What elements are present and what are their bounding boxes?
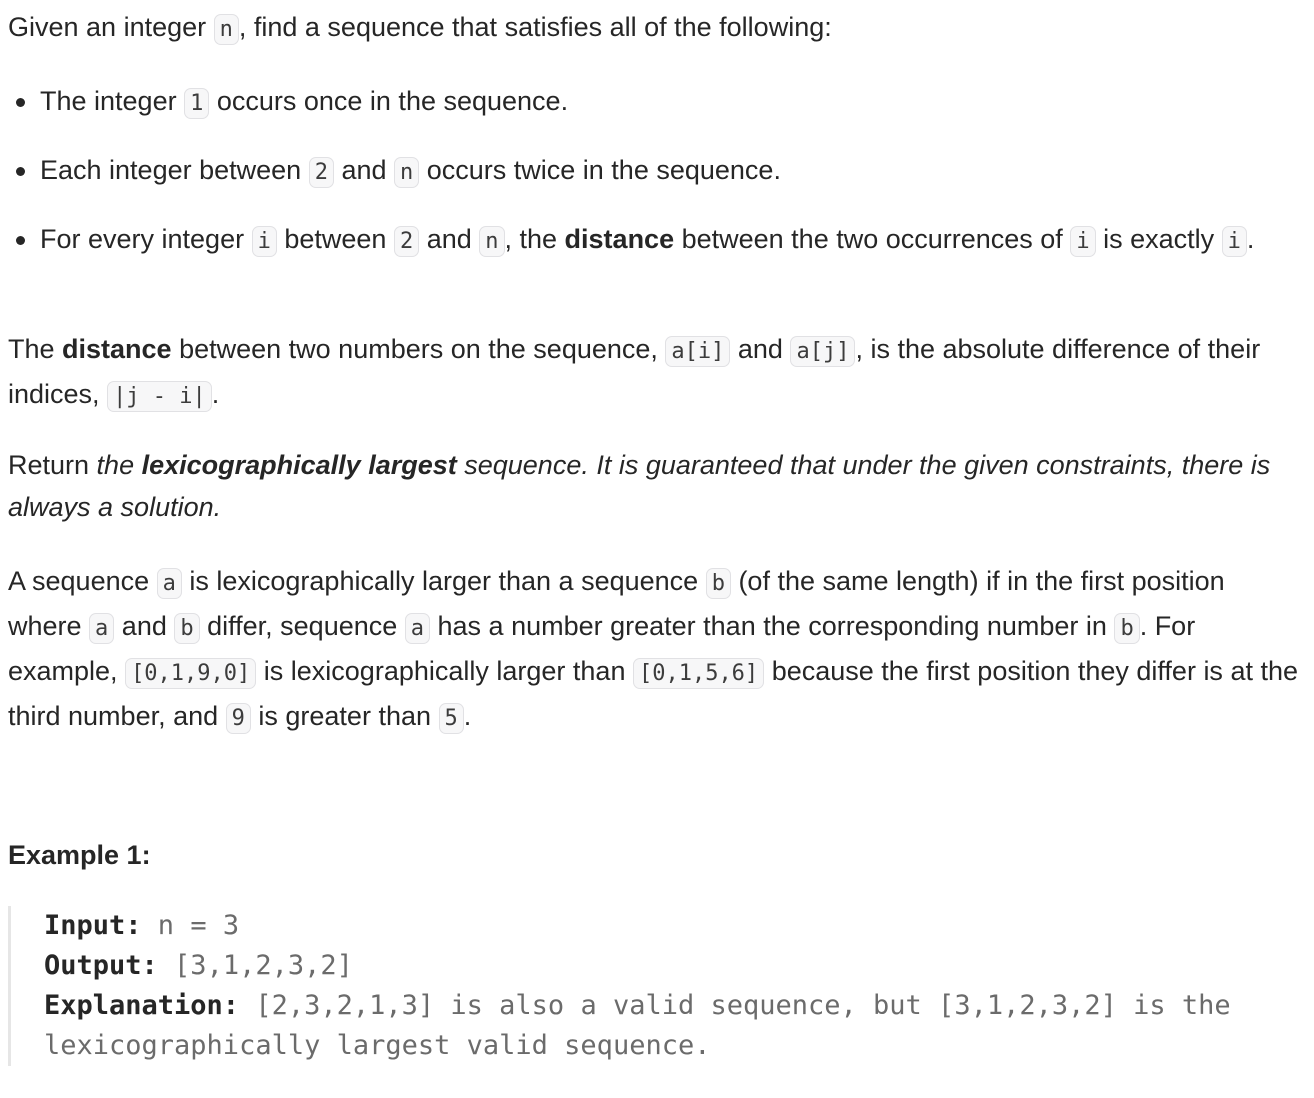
intro-paragraph xyxy=(8,6,832,51)
rules-list xyxy=(8,80,1298,287)
inline-code: i xyxy=(1222,226,1247,257)
inline-code: 2 xyxy=(309,157,334,188)
return-statement xyxy=(8,444,1304,528)
inline-code: b xyxy=(1114,613,1139,644)
rule-text: between xyxy=(276,224,394,254)
rule-text: is exactly xyxy=(1095,224,1222,254)
input-label: Input: xyxy=(44,910,142,941)
inline-code: a xyxy=(405,613,430,644)
paragraph-text: , is the absolute difference of their indices, xyxy=(8,334,1261,409)
inline-code: i xyxy=(252,226,277,257)
bold-italic-term: lexicographically largest xyxy=(141,450,457,480)
example-title: Example 1: xyxy=(8,840,151,870)
inline-code: n xyxy=(394,157,419,188)
paragraph-text: differ, sequence xyxy=(199,611,405,641)
inline-code: 5 xyxy=(439,703,464,734)
rule-text: , the xyxy=(504,224,565,254)
example-input-line xyxy=(44,906,1304,946)
paragraph-text: The xyxy=(8,334,63,364)
inline-code: 9 xyxy=(226,703,251,734)
paragraph-text: has a number greater than the corresponding number in xyxy=(430,611,1115,641)
paragraph-text: is lexicographically larger than a sequence xyxy=(181,566,706,596)
inline-code-n: n xyxy=(214,14,239,45)
rule-text: occurs twice in the sequence. xyxy=(419,155,781,185)
inline-code: [0,1,5,6] xyxy=(633,658,764,689)
inline-code: 1 xyxy=(184,88,209,119)
rule-item xyxy=(8,149,1298,194)
inline-code: a[i] xyxy=(665,336,730,367)
paragraph-text: . xyxy=(211,379,220,409)
rule-text: . xyxy=(1246,224,1255,254)
rule-item xyxy=(8,218,1298,263)
example-explanation-line xyxy=(44,986,1304,1066)
paragraph-text: . For example, xyxy=(8,611,1196,686)
example-output-line xyxy=(44,946,1304,986)
rule-text: For every integer xyxy=(40,224,252,254)
rule-text: occurs once in the sequence. xyxy=(209,86,569,116)
inline-code: a xyxy=(89,613,114,644)
rule-text: Each integer between xyxy=(40,155,309,185)
paragraph-text: because the first position they differ is at the third number, and xyxy=(8,656,1298,731)
distance-definition xyxy=(8,328,1304,418)
rule-text: The integer xyxy=(40,86,185,116)
paragraph-text: is greater than xyxy=(250,701,439,731)
inline-code: |j - i| xyxy=(107,381,212,412)
paragraph-text: between two numbers on the sequence, xyxy=(171,334,666,364)
bold-term: distance xyxy=(564,224,675,254)
paragraph-text: (of the same length) if in the first position where xyxy=(8,566,1225,641)
inline-code: b xyxy=(706,568,731,599)
paragraph-text: and xyxy=(114,611,175,641)
explanation-value: [2,3,2,1,3] is also a valid sequence, but [3,1,2,3,2] is the lexicographically largest valid sequence. xyxy=(44,990,1247,1061)
output-value: [3,1,2,3,2] xyxy=(157,950,353,981)
rule-text: and xyxy=(419,224,480,254)
rule-text: between the two occurrences of xyxy=(674,224,1071,254)
paragraph-text: is lexicographically larger than xyxy=(256,656,633,686)
inline-code: n xyxy=(479,226,504,257)
rule-text: and xyxy=(333,155,394,185)
inline-code: a xyxy=(157,568,182,599)
input-value: n = 3 xyxy=(141,910,240,941)
intro-text: Given an integer xyxy=(8,12,214,42)
bold-term: distance xyxy=(62,334,172,364)
inline-code: a[j] xyxy=(790,336,855,367)
lexicographic-definition xyxy=(8,560,1304,740)
italic-text: the xyxy=(96,450,142,480)
paragraph-text: Return xyxy=(8,450,97,480)
rule-item xyxy=(8,80,1298,125)
explanation-label: Explanation: xyxy=(44,990,240,1021)
inline-code: i xyxy=(1070,226,1095,257)
intro-text: , find a sequence that satisfies all of the following: xyxy=(238,12,832,42)
example-block xyxy=(8,906,1304,1066)
italic-text: sequence. It is guaranteed that under the given constraints, there is always a solution. xyxy=(8,450,1271,522)
inline-code: 2 xyxy=(394,226,419,257)
paragraph-text: and xyxy=(730,334,791,364)
paragraph-text: A sequence xyxy=(8,566,157,596)
output-label: Output: xyxy=(44,950,158,981)
paragraph-text: . xyxy=(463,701,472,731)
inline-code: [0,1,9,0] xyxy=(125,658,256,689)
inline-code: b xyxy=(174,613,199,644)
